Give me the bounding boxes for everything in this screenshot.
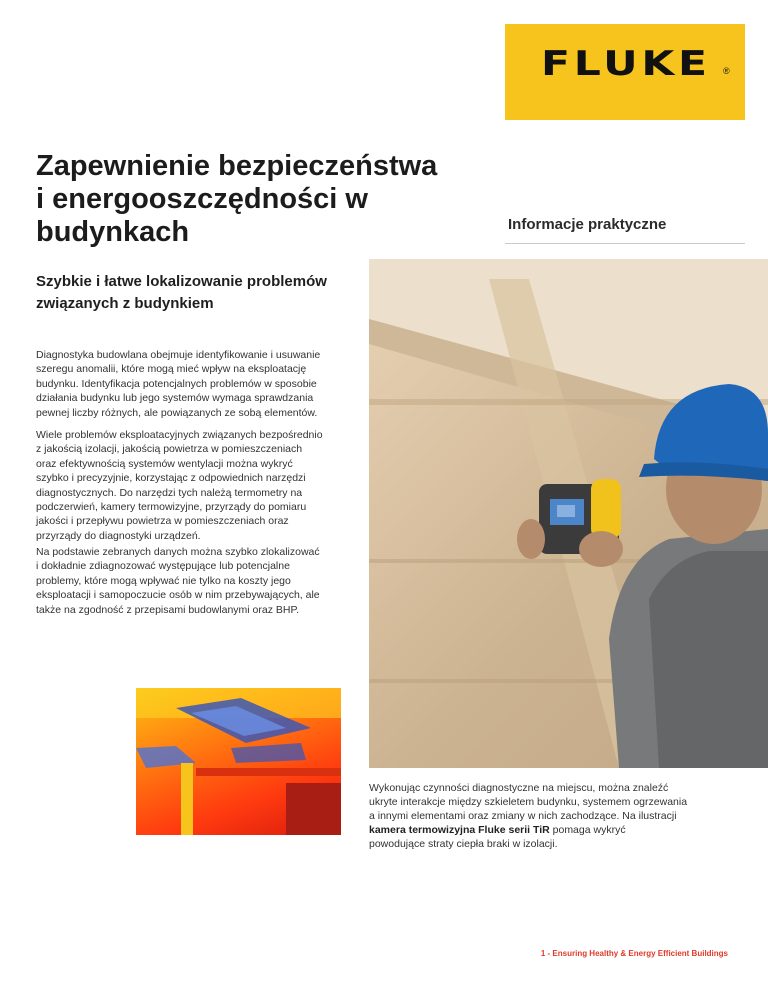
text-line: szybko i precyzyjnie, korzystając z odpowiednich narzędzi <box>36 472 306 485</box>
app-note-label: Informacje praktyczne <box>508 216 667 233</box>
thermal-image <box>136 688 341 835</box>
text-line: także na zgodność z przepisami budowlanymi oraz BHP. <box>36 603 300 616</box>
text-line: Diagnostyka budowlana obejmuje identyfikowanie i usuwanie <box>36 349 321 361</box>
text-line: i dokładnie zdiagnozować występujące lub potencjalne <box>36 560 290 573</box>
text-line: Wiele problemów eksploatacyjnych związanych bezpośrednio <box>36 429 323 441</box>
paragraph-intro <box>36 348 336 420</box>
text-line: z jakością izolacji, jakością powietrza w pomieszczeniach <box>36 443 303 456</box>
fluke-logo <box>505 24 745 120</box>
caption-line: powodujące straty ciepła braki w izolacji. <box>369 838 558 850</box>
subtitle-line: związanych z budynkiem <box>36 295 214 312</box>
title-line: budynkach <box>36 216 190 248</box>
title-line: i energooszczędności w <box>36 183 368 215</box>
caption-line: a innymi elementami oraz zmiany w nich zachodzące. Na ilustracji <box>369 810 677 822</box>
text-line: pewnej liczby różnych, ale powiązanych ze sobą elementów. <box>36 406 318 419</box>
thermal-image-illustration <box>136 688 341 835</box>
caption-line: ukryte interakcje między szkieletem budynku, systemem ogrzewania <box>369 796 688 808</box>
text-line: budynku. Identyfikacja potencjalnych problemów w sposobie <box>36 377 317 390</box>
inspector-photo-illustration <box>369 259 768 768</box>
page-title <box>36 150 476 249</box>
divider <box>505 243 745 244</box>
text-line: jakości i przepływu powietrza w pomieszczeniach oraz <box>36 515 289 528</box>
text-line: Na podstawie zebranych danych można szybko zlokalizować <box>36 546 320 558</box>
inspector-photo <box>369 259 768 768</box>
text-line: diagnostycznych. Do narzędzi tych należą termometry na <box>36 486 303 499</box>
subtitle-line: Szybkie i łatwe lokalizowanie problemów <box>36 273 327 290</box>
title-line: Zapewnienie bezpieczeństwa <box>36 150 438 182</box>
caption-text: pomaga wykryć <box>549 824 626 836</box>
text-line: szeregu anomalii, które mogą mieć wpływ na eksploatację <box>36 363 307 376</box>
registered-mark: ® <box>723 66 730 76</box>
paragraph-diagnosis <box>36 545 336 617</box>
logo-wordmark: FLUKE <box>541 44 711 84</box>
page-footer: 1 - Ensuring Healthy & Energy Efficient Buildings <box>540 949 728 958</box>
photo-caption <box>369 781 749 851</box>
section-subtitle <box>36 271 356 315</box>
caption-line: Wykonując czynności diagnostyczne na miejscu, można znaleźć <box>369 782 669 794</box>
text-line: problemy, które mogą wpływać nie tylko na koszty jego <box>36 574 291 587</box>
caption-emphasis: kamera termowizyjna Fluke serii TiR <box>369 824 550 836</box>
text-line: przyrządy do diagnostyki urządzeń. <box>36 529 201 542</box>
text-line: działania budynku lub jego systemów wymaga sprawdzania <box>36 392 314 405</box>
caption-line <box>369 823 749 837</box>
text-line: oraz efektywnością systemów wentylacji można wykryć <box>36 457 293 470</box>
text-line: podczerwień, kamery termowizyjne, przyrządy do pomiaru <box>36 501 307 514</box>
paragraph-tools <box>36 428 336 543</box>
text-line: eksploatacji i samopoczucie osób w nim przebywających, ale <box>36 589 320 602</box>
